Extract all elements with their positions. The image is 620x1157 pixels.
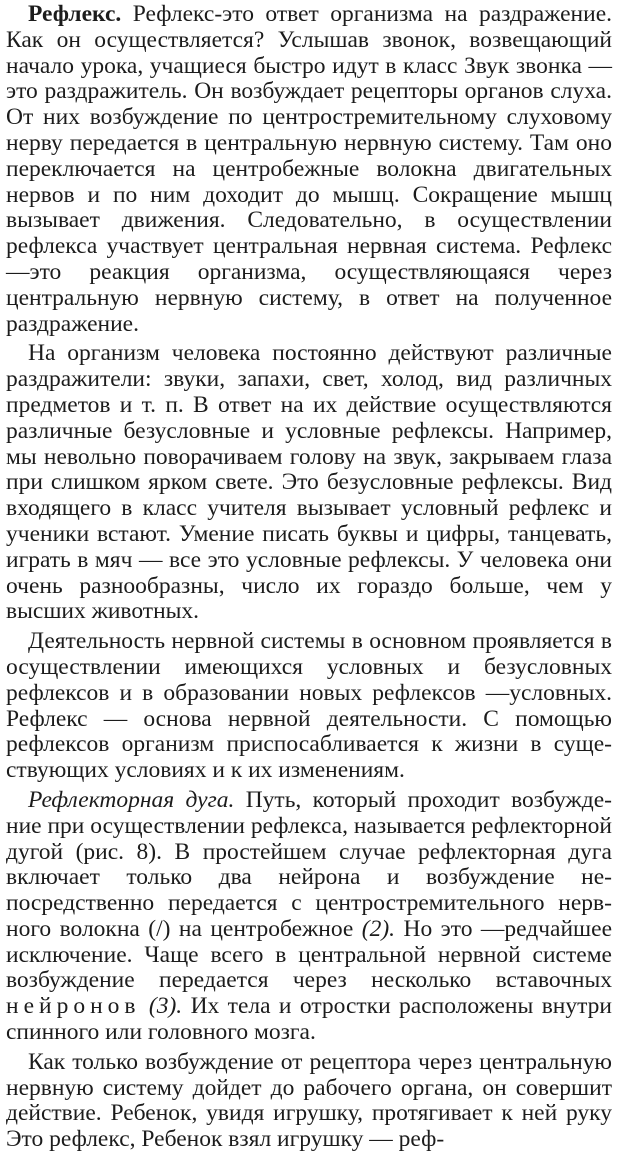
paragraph-text: Но это —редчайшее исключение. Чаще всего в центральной нервной системе возбуждение передается через несколько вставочных <box>6 915 612 994</box>
run-in-heading-reflex: Рефлекс. <box>28 1 122 27</box>
paragraph-text <box>141 993 149 1019</box>
figure-ref-2: (2). <box>361 915 396 942</box>
paragraph-text: На организм человека постоянно действуют различные раздражители: звуки, запахи, свет, холод, вид различных предметов и т. п. В ответ на их действие осуществляются различные безусловные и условные рефлексы. Например, мы невольно поворачиваем голову на звук, закрываем глаза при слишком ярком свете. Это безусловные рефлексы. Вид входящего в класс учителя вызывает условный рефлекс и ученики встают. Умение писать буквы и цифры, танцевать, играть в мяч — все это условные рефлексы. У человека они очень разнообразны, число их гораздо больше, чем у высших животных. <box>6 340 612 625</box>
spaced-term-neurons: нейронов <box>6 993 141 1020</box>
paragraph-stimuli <box>6 341 612 625</box>
figure-ref-3: (3). <box>148 993 183 1020</box>
paragraph-text: Путь, который проходит возбуждение при осуществлении рефлекса, называется рефлекторной дугой (рис. 8). В простейшем случае рефлекторная дуга включает только два нейрона и возбуждение непосредственно передается с центростремительного нервного волокна (/) на центробежное <box>6 786 612 942</box>
run-in-heading-reflex-arc: Рефлекторная дуга. <box>28 786 235 813</box>
paragraph-text: Деятельность нервной системы в основном проявляется в осуществлении имеющихся условных и безусловных рефлексов и в образовании новых рефлексов —условных. Рефлекс — основа нервной деятельности. С помощью рефлексов организм приспосабливается к жизни в существующих условиях и к их изменениям. <box>6 628 612 784</box>
paragraph-reflex-definition <box>6 2 612 337</box>
paragraph-reflex-arc <box>6 788 612 1046</box>
paragraph-reflex-action <box>6 1050 612 1153</box>
text-page <box>6 2 612 1157</box>
paragraph-text: Рефлекс-это ответ организма на раздражение. Как он осуществляется? Услышав звонок, возвещающий начало урока, учащиеся быстро идут в класс Звук звонка —это раздражитель. Он возбуждает рецепторы органов слуха. От них возбуждение по центростремительному слуховому нерву передается в центральную нервную систему. Там оно переключается на центробежные волокна двигательных нервов и по ним доходит до мышц. Сокращение мышц вызывает движения. Следовательно, в осуществлении рефлекса участвует центральная нервная система. Рефлекс—это реакция организма, осуществляющаяся через центральную нервную систему, в ответ на полученное раздражение. <box>6 1 612 337</box>
paragraph-nervous-activity <box>6 629 612 784</box>
paragraph-text: Как только возбуждение от рецептора через центральную нервную систему дойдет до рабочего органа, он совершит действие. Ребенок, увидя игрушку, протягивает к ней руку Это рефлекс, Ребенок взял игрушку — реф- <box>6 1048 612 1153</box>
paragraph-text: Их тела и отростки расположены внутри спинного или головного мозга. <box>6 993 612 1046</box>
